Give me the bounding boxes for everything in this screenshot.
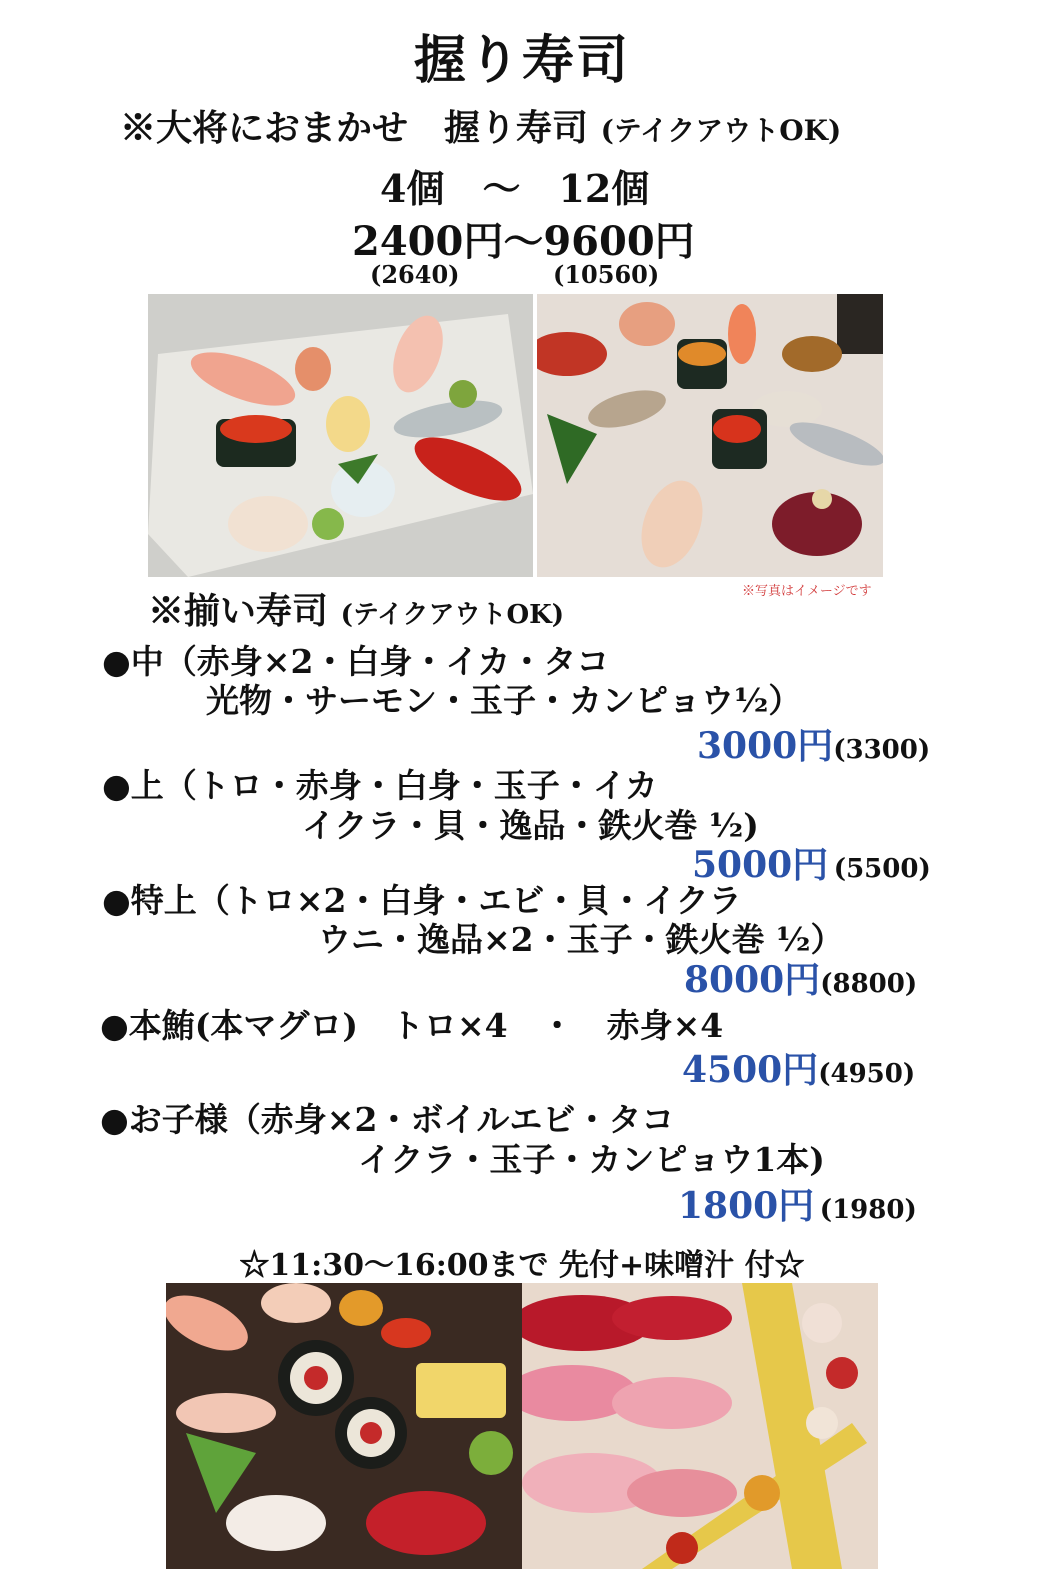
menu-item-chu-price	[697, 718, 930, 769]
price: 5000円	[692, 844, 829, 886]
set-heading	[148, 583, 564, 634]
menu-item-kids-line2: イクラ・玉子・カンピョウ1本)	[358, 1140, 825, 1179]
omakase-tax-low: (2640)	[370, 260, 460, 289]
menu-item-tokujo-line2: ウニ・逸品×2・玉子・鉄火巻 ½）	[318, 920, 844, 959]
price: 8000円	[684, 959, 821, 1001]
menu-item-hon-maguro-line1: ●本鮪(本マグロ) トロ×4 ・ 赤身×4	[100, 1006, 724, 1045]
menu-item-jo-line1: ●上（トロ・赤身・白身・玉子・イカ	[102, 766, 658, 805]
price: 1800円	[678, 1185, 815, 1227]
menu-item-chu-line1: ●中（赤身×2・白身・イカ・タコ	[102, 642, 610, 681]
photo-disclaimer: ※写真はイメージです	[742, 584, 872, 599]
set-label: ※揃い寿司	[148, 590, 329, 632]
tuna-sushi-box-photo	[522, 1283, 878, 1569]
omakase-takeout: (テイクアウトOK)	[600, 114, 842, 147]
omakase-tax-high: (10560)	[553, 260, 660, 289]
omakase-nigiri-photo	[537, 294, 883, 577]
set-takeout: (テイクアウトOK)	[340, 600, 565, 630]
lunch-note: ☆11:30～16:00まで 先付+味噌汁 付☆	[239, 1248, 805, 1283]
menu-item-jo-line2: イクラ・貝・逸品・鉄火巻 ½)	[302, 806, 759, 845]
page-title: 握り寿司	[413, 30, 630, 91]
sushi-box-photo	[166, 1283, 522, 1569]
menu-item-tokujo-line1: ●特上（トロ×2・白身・エビ・貝・イクラ	[102, 881, 742, 920]
menu-item-kids-line1: ●お子様（赤身×2・ボイルエビ・タコ	[100, 1100, 675, 1139]
omakase-price: 2400円～9600円	[352, 218, 695, 265]
price: 4500円	[682, 1049, 819, 1091]
price-with-tax: (5500)	[833, 854, 931, 884]
menu-item-kids-price	[678, 1178, 917, 1229]
menu-item-chu-line2: 光物・サーモン・玉子・カンピョウ½）	[206, 681, 802, 720]
price: 3000円	[697, 725, 834, 767]
omakase-label: ※大将におまかせ 握り寿司	[120, 107, 589, 149]
omakase-heading	[120, 100, 841, 151]
price-with-tax: (4950)	[818, 1059, 916, 1089]
price-with-tax: (1980)	[819, 1195, 917, 1225]
menu-item-tokujo-price	[684, 952, 917, 1003]
price-with-tax: (8800)	[820, 969, 918, 999]
nigiri-plate-photo	[148, 294, 533, 577]
menu-item-hon-maguro-price	[682, 1042, 915, 1093]
omakase-count: 4個 ～ 12個	[380, 166, 650, 211]
price-with-tax: (3300)	[833, 735, 931, 765]
